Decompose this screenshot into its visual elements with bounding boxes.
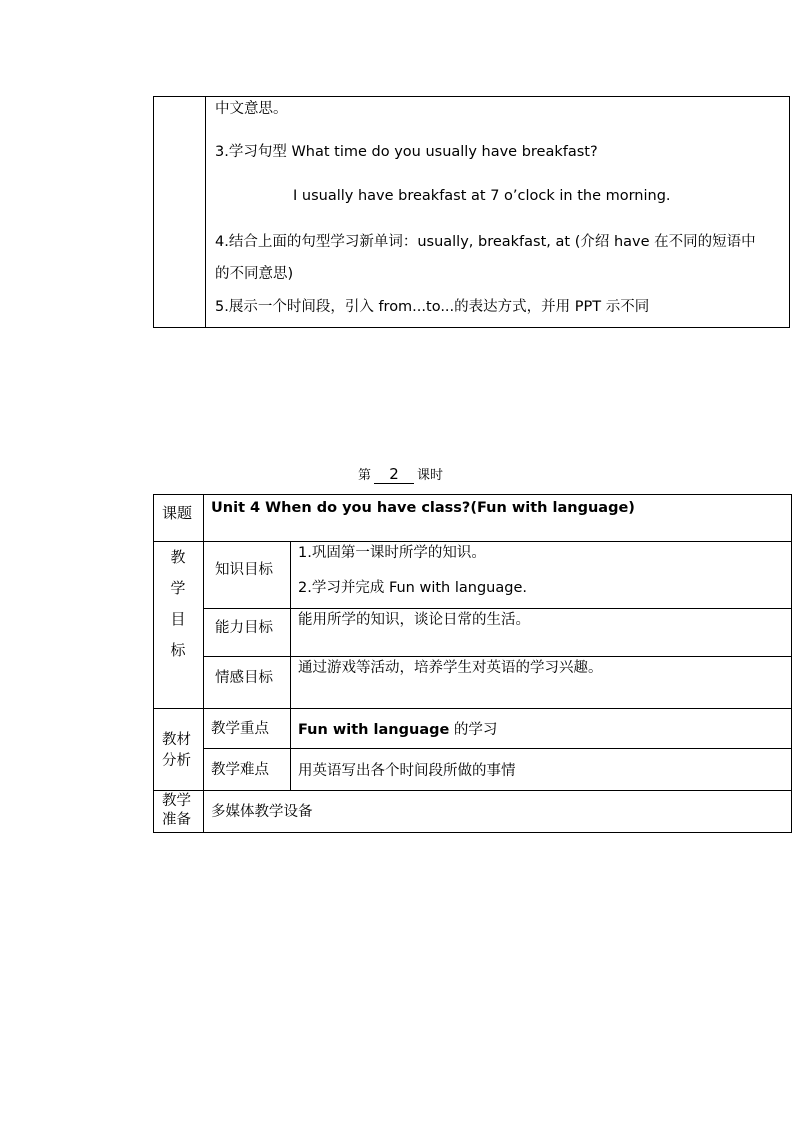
ability-objective-label: 能力目标 — [215, 620, 273, 636]
table1-line-3: I usually have breakfast at 7 o’clock in the morning. — [293, 188, 671, 204]
table-border-right — [791, 494, 792, 833]
lesson-suffix: 课时 — [417, 468, 444, 483]
preparation-value: 多媒体教学设备 — [211, 804, 313, 820]
row-divider — [203, 748, 792, 749]
emotion-objective-label: 情感目标 — [215, 670, 273, 686]
table1-line-4: 4.结合上面的句型学习新单词：usually, breakfast, at (介绍 have 在不同的短语中 — [215, 234, 756, 250]
difficulty-value: 用英语写出各个时间段所做的事情 — [298, 763, 516, 779]
row-divider — [203, 541, 792, 542]
table1-line-2: 3.学习句型 What time do you usually have breakfast? — [215, 144, 598, 160]
difficulty-label: 教学难点 — [211, 762, 269, 778]
column-divider — [205, 97, 206, 327]
row-divider — [153, 708, 792, 709]
emotion-objective-value: 通过游戏等活动，培养学生对英语的学习兴趣。 — [298, 660, 603, 676]
preparation-label — [162, 792, 191, 830]
lesson-number: 2 — [374, 465, 414, 484]
column-divider — [290, 708, 291, 790]
table-border-bottom — [153, 832, 792, 833]
key-point-label: 教学重点 — [211, 721, 269, 737]
lesson-plan-table-continued — [153, 96, 790, 328]
row-divider — [203, 656, 792, 657]
table1-line-5: 的不同意思) — [215, 266, 294, 282]
analysis-label-line: 分析 — [162, 753, 191, 769]
table1-line-6: 5.展示一个时间段，引入 from...to...的表达方式，并用 PPT 示不同 — [215, 299, 650, 315]
column-divider — [290, 541, 291, 708]
objectives-label — [158, 542, 198, 666]
preparation-label-line: 准备 — [162, 812, 191, 828]
knowledge-objective-label: 知识目标 — [215, 562, 273, 578]
lesson-plan-table — [153, 494, 792, 833]
table1-line-1: 中文意思。 — [215, 101, 288, 117]
preparation-label-line: 教学 — [162, 793, 191, 809]
objectives-label-char: 目 — [170, 610, 186, 628]
knowledge-objective-line-2: 2.学习并完成 Fun with language. — [298, 580, 527, 596]
key-point-value-zh: 的学习 — [449, 722, 498, 738]
column-divider — [203, 494, 204, 833]
knowledge-objective-line-1: 1.巩固第一课时所学的知识。 — [298, 545, 486, 561]
table-border-left — [153, 494, 154, 833]
analysis-label-line: 教材 — [162, 732, 191, 748]
objectives-label-char: 学 — [170, 579, 186, 597]
key-point-value-en: Fun with language — [298, 722, 450, 738]
lesson-number-heading — [358, 464, 443, 484]
ability-objective-value: 能用所学的知识，谈论日常的生活。 — [298, 612, 530, 628]
row-divider — [203, 608, 792, 609]
objectives-label-char: 标 — [170, 641, 186, 659]
table-border-top — [153, 494, 792, 495]
topic-label: 课题 — [162, 504, 193, 522]
key-point-value — [298, 720, 497, 740]
analysis-label — [162, 730, 191, 772]
lesson-prefix: 第 — [358, 468, 372, 483]
row-divider — [153, 790, 792, 791]
objectives-label-char: 教 — [170, 548, 186, 566]
topic-value: Unit 4 When do you have class?(Fun with language) — [211, 500, 635, 516]
